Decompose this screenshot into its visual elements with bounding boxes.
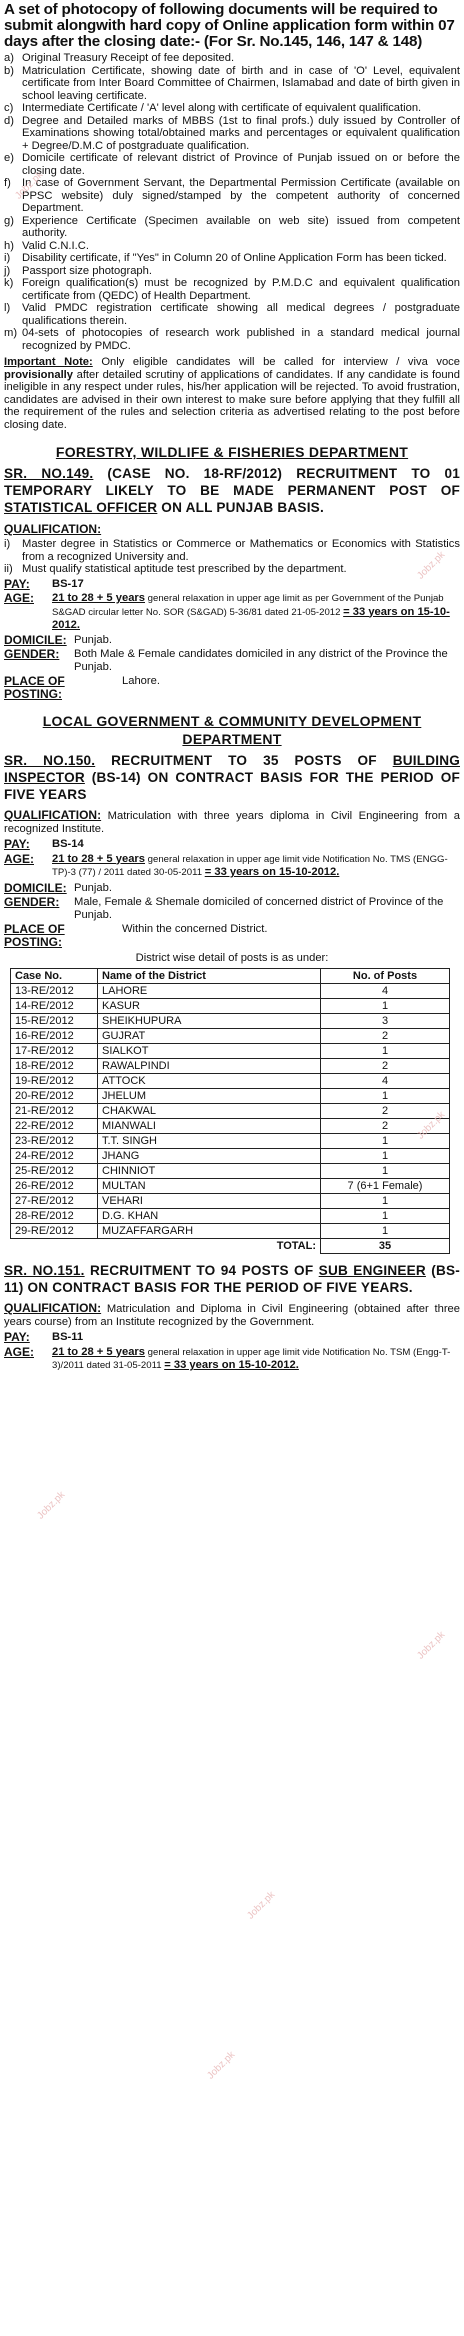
age-key: AGE: [4,851,34,866]
sr-150-text: RECRUITMENT TO 35 POSTS OF [95,753,393,768]
case-no-cell: 19-RE/2012 [11,1074,98,1089]
document-item-text: Degree and Detailed marks of MBBS (1st to final profs.) duly issued by Controller of Examinations showing total/obtained marks and percentages or equivalent qualification + Degree/D.M.C of postgraduate qualification. [22,114,460,152]
document-item-label: g) [4,214,14,227]
qualification-item-label: ii) [4,563,13,575]
document-item [4,115,460,153]
posting-key: PLACE OF POSTING: [4,922,65,949]
sr-149-qual-heading: QUALIFICATION: [4,522,102,536]
document-item-label: m) [4,327,18,339]
header-posts: No. of Posts [321,969,450,984]
document-item-label: j) [4,264,11,277]
sr-149-post: STATISTICAL OFFICER [4,500,158,515]
document-item-label: e) [4,152,14,164]
sr-150-tail: (BS-14) ON CONTRACT BASIS FOR THE PERIOD OF FIVE YEARS [4,770,460,802]
watermark-text: Jobz.pk [35,1489,68,1522]
sr-151-pay [4,1331,460,1344]
localgov-dept-heading: LOCAL GOVERNMENT & COMMUNITY DEVELOPMENT DEPARTMENT [42,713,422,747]
note-bold: provisionally [4,368,74,381]
domicile-key: DOMICILE: [4,632,67,647]
document-item-text: Passport size photograph. [22,264,152,277]
domicile-value: Punjab. [74,881,112,894]
document-item [4,52,460,65]
pay-value: BS-14 [52,838,84,850]
document-item-text: Valid C.N.I.C. [22,239,89,252]
district-cell: JHELUM [98,1089,321,1104]
domicile-key: DOMICILE: [4,880,67,895]
age-small: general relaxation in upper age limit vide Notification No. TMS (ENGG-TP)-3 (77) / 2011 dated 30-05-2011 [52,853,448,878]
case-no-cell: 22-RE/2012 [11,1119,98,1134]
document-item [4,277,460,302]
posts-cell: 2 [321,1104,450,1119]
table-row [11,1179,450,1194]
pay-value: BS-11 [52,1331,84,1343]
case-no-cell: 29-RE/2012 [11,1224,98,1239]
district-cell: GUJRAT [98,1029,321,1044]
note-text-2: after detailed scrutiny of applications of candidates. If any candidate is found ineligible in any respect under rules, his/her application will be rejected. To avoid frustration, candidates are advised in their own interest to make sure before applying that they fulfill all the requirement of the rules and selection criteria as advertised relating to the post before closing date. [4,368,460,431]
case-no-cell: 18-RE/2012 [11,1059,98,1074]
table-row [11,999,450,1014]
posting-value: Lahore. [122,675,160,687]
sr-149-posting [4,675,460,700]
sr-150-gender [4,896,460,921]
gender-value: Male, Female & Shemale domiciled of concerned district of Province of the Punjab. [74,896,444,921]
watermark-text: Jobz.pk [415,1109,448,1142]
document-item-text: Matriculation Certificate, showing date of birth and in case of 'O' Level, equivalent certificate from Inter Board Committee of Chairmen, Islamabad and date of birth given in school leaving certificate. [22,64,460,102]
sr-151-age [4,1346,460,1373]
posting-value: Within the concerned District. [122,923,268,935]
qual-heading: QUALIFICATION: [4,808,102,822]
district-cell: MULTAN [98,1179,321,1194]
document-item-label: b) [4,64,14,77]
document-item-text: 04-sets of photocopies of research work published in a standard medical journal recognized by PMDC. [22,327,460,352]
sr-149-pay [4,578,460,591]
district-cell: RAWALPINDI [98,1059,321,1074]
document-item [4,65,460,103]
posts-cell: 1 [321,1209,450,1224]
table-row [11,1134,450,1149]
table-row [11,1119,450,1134]
sr-149-age [4,592,460,632]
posts-cell: 1 [321,1134,450,1149]
sr-150-number: SR. NO.150. [4,753,96,768]
table-row [11,1089,450,1104]
district-cell: MUZAFFARGARH [98,1224,321,1239]
documents-list [4,52,460,352]
document-item [4,102,460,115]
posts-cell: 1 [321,1224,450,1239]
document-item-label: f) [4,177,11,189]
intro-heading: A set of photocopy of following documents will be required to submit alongwith hard copy of Online application form within 07 days after the closing date:- (For Sr. No.145, 146, 147 & 148) [4,1,455,50]
posts-cell: 4 [321,984,450,999]
sr-151-number: SR. NO.151. [4,1263,85,1278]
district-cell: MIANWALI [98,1119,321,1134]
district-cell: JHANG [98,1149,321,1164]
sr-150-post: BUILDING INSPECTOR [4,753,460,785]
table-total-row [11,1239,450,1254]
document-item-text: Foreign qualification(s) must be recognized by P.M.D.C and equivalent qualification certificate from (QEDC) of Health Department. [22,277,460,302]
case-no-cell: 14-RE/2012 [11,999,98,1014]
district-cell: SHEIKHUPURA [98,1014,321,1029]
district-cell: KASUR [98,999,321,1014]
document-item-label: d) [4,114,14,127]
sr-151-text: RECRUITMENT TO 94 POSTS OF [84,1263,319,1278]
district-cell: ATTOCK [98,1074,321,1089]
important-note [4,356,460,431]
document-item-label: c) [4,102,14,114]
age-tail: = 33 years on 15-10-2012. [164,1359,299,1371]
posting-key: PLACE OF POSTING: [4,674,65,701]
sr-151-tail: (BS-11) ON CONTRACT BASIS FOR THE PERIOD OF FIVE YEARS. [4,1263,460,1295]
sr-151-qualification [4,1302,460,1329]
age-key: AGE: [4,591,34,605]
table-row [11,1029,450,1044]
sr-150 [4,752,460,803]
watermark-text: Jobz.pk [13,169,46,202]
pay-key: PAY: [4,1330,30,1344]
document-item-label: i) [4,252,11,264]
document-item-text: Original Treasury Receipt of fee deposited. [22,52,235,64]
sr-149 [4,465,460,516]
document-item [4,177,460,215]
qual-text: Matriculation with three years diploma in Civil Engineering from a recognized Institute. [4,810,460,835]
posts-cell: 2 [321,1029,450,1044]
case-no-cell: 24-RE/2012 [11,1149,98,1164]
sr-149-number: SR. NO.149. [4,466,94,481]
sr-150-age [4,853,460,880]
document-item [4,152,460,177]
document-item [4,215,460,240]
case-no-cell: 28-RE/2012 [11,1209,98,1224]
watermark-text: Jobz.pk [415,1629,448,1662]
district-cell: D.G. KHAN [98,1209,321,1224]
age-small: general relaxation in upper age limit vide Notification No. TSM (Engg-T-3)/2011 dated 31-05-2011 [52,1346,451,1371]
table-row [11,1164,450,1179]
case-no-cell: 20-RE/2012 [11,1089,98,1104]
sr-151 [4,1262,460,1296]
posts-cell: 7 (6+1 Female) [321,1179,450,1194]
watermark-text: Jobz.pk [245,1889,278,1922]
qualification-item [4,538,460,563]
posts-cell: 2 [321,1059,450,1074]
posts-cell: 3 [321,1014,450,1029]
table-row [11,1044,450,1059]
document-item [4,240,460,253]
age-main: 21 to 28 + 5 years [52,592,145,604]
posts-cell: 1 [321,1089,450,1104]
posts-cell: 1 [321,1044,450,1059]
document-item [4,302,460,327]
table-row [11,984,450,999]
document-item [4,252,460,265]
district-cell: CHAKWAL [98,1104,321,1119]
sr-150-domicile [4,882,460,895]
case-no-cell: 26-RE/2012 [11,1179,98,1194]
age-main: 21 to 28 + 5 years [52,1345,145,1358]
table-row [11,1224,450,1239]
document-item-text: Intermediate Certificate / 'A' level along with certificate of equivalent qualification. [22,102,422,114]
pay-key: PAY: [4,837,30,851]
qual-heading: QUALIFICATION: [4,1301,102,1315]
district-cell: SIALKOT [98,1044,321,1059]
total-value: 35 [321,1239,450,1254]
case-no-cell: 15-RE/2012 [11,1014,98,1029]
posts-cell: 2 [321,1119,450,1134]
qualification-item-text: Must qualify statistical aptitude test prescribed by the department. [22,563,347,575]
posts-cell: 1 [321,1149,450,1164]
document-item [4,265,460,278]
qualification-item-label: i) [4,538,11,550]
sr-150-pay [4,838,460,851]
domicile-value: Punjab. [74,633,112,646]
case-no-cell: 17-RE/2012 [11,1044,98,1059]
district-cell: CHINNIOT [98,1164,321,1179]
age-tail: = 33 years on 15-10-2012. [204,866,340,878]
posts-cell: 1 [321,1194,450,1209]
case-no-cell: 16-RE/2012 [11,1029,98,1044]
sr-151-post: SUB ENGINEER [318,1263,426,1278]
age-small: general relaxation in upper age limit as per Government of the Punjab S&GAD circular letter No. SOR (S&GAD) 5-36/81 dated 21-05-2012 [52,593,444,618]
qualification-item [4,563,460,576]
table-row [11,1209,450,1224]
pay-value: BS-17 [52,577,84,590]
sr-149-qual-list [4,538,460,576]
advertisement-page [4,0,461,2082]
note-heading: Important Note: [4,356,93,368]
document-item-text: Domicile certificate of relevant district of Province of Punjab issued on or before the closing date. [22,152,460,177]
document-item-text: Experience Certificate (Specimen available on web site) issued from competent authority. [22,214,460,239]
sr-150-posting [4,923,460,948]
pay-key: PAY: [4,576,30,591]
sr-149-tail: ON ALL PUNJAB BASIS. [157,500,324,515]
forestry-dept-heading: FORESTRY, WILDLIFE & FISHERIES DEPARTMENT [55,444,409,460]
table-row [11,1014,450,1029]
qualification-item-text: Master degree in Statistics or Commerce or Mathematics or Economics with Statistics from a recognized University and. [22,538,460,563]
document-item-text: In case of Government Servant, the Departmental Permission Certificate (available on PPSC website) duly signed/stamped by the competent authority of concerned Department. [22,177,460,214]
posts-cell: 1 [321,999,450,1014]
district-cell: LAHORE [98,984,321,999]
document-item-text: Disability certificate, if "Yes" in Column 20 of Online Application Form has been ticked. [22,252,447,264]
district-cell: VEHARI [98,1194,321,1209]
case-no-cell: 25-RE/2012 [11,1164,98,1179]
case-no-cell: 21-RE/2012 [11,1104,98,1119]
document-item-label: l) [4,302,11,314]
gender-key: GENDER: [4,647,60,661]
total-label: TOTAL: [276,1240,316,1253]
gender-key: GENDER: [4,895,60,909]
watermark-text: Jobz.pk [205,2049,238,2082]
case-no-cell: 27-RE/2012 [11,1194,98,1209]
header-district: Name of the District [98,969,321,984]
document-item-label: a) [4,52,14,64]
district-caption: District wise detail of posts is as under: [135,952,329,964]
table-row [11,1059,450,1074]
document-item [4,327,460,352]
table-row [11,1104,450,1119]
district-posts-table [10,968,450,1254]
sr-149-domicile [4,634,460,647]
document-item-label: k) [4,277,14,289]
table-header-row [11,969,450,984]
district-cell: T.T. SINGH [98,1134,321,1149]
sr-149-gender [4,648,460,673]
case-no-cell: 23-RE/2012 [11,1134,98,1149]
case-no-cell: 13-RE/2012 [11,984,98,999]
age-key: AGE: [4,1344,34,1359]
posts-cell: 4 [321,1074,450,1089]
table-row [11,1149,450,1164]
gender-value: Both Male & Female candidates domiciled in any district of the Province the Punjab. [74,648,448,673]
watermark-text: Jobz.pk [415,549,448,582]
document-item-text: Valid PMDC registration certificate showing all medical degrees / postgraduate qualifications therein. [22,302,460,327]
sr-149-text: (CASE NO. 18-RF/2012) RECRUITMENT TO 01 TEMPORARY LIKELY TO BE MADE PERMANENT POST OF [4,466,460,498]
age-main: 21 to 28 + 5 years [52,852,145,865]
age-tail: = 33 years on 15-10-2012. [52,605,450,631]
header-case-no: Case No. [11,969,98,984]
table-row [11,1074,450,1089]
posts-cell: 1 [321,1164,450,1179]
qual-text: Matriculation and Diploma in Civil Engineering (obtained after three years course) from an Institute recognized by the Government. [4,1303,460,1328]
document-item-label: h) [4,239,14,252]
sr-150-qualification [4,809,460,836]
note-text-1: Only eligible candidates will be called for interview / viva voce [92,356,461,368]
table-row [11,1194,450,1209]
